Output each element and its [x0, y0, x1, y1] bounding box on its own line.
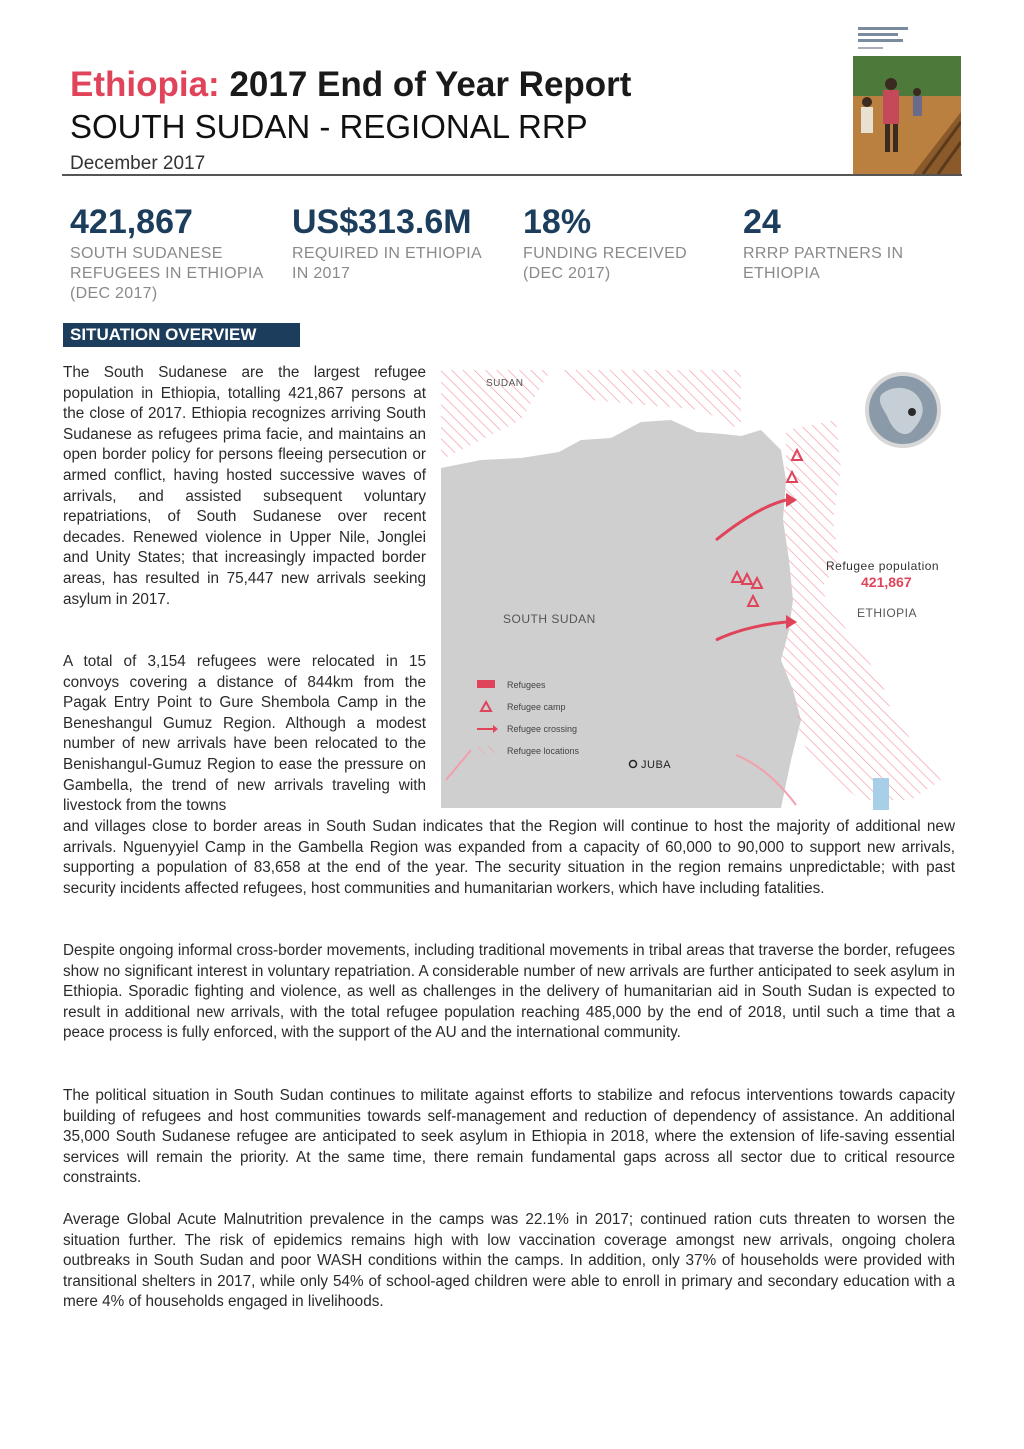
- map-label-ethiopia: ETHIOPIA: [857, 606, 918, 620]
- map-population-value: 421,867: [861, 574, 912, 590]
- map-graphic: [441, 360, 961, 810]
- stat-required: [292, 202, 497, 284]
- stat-refugees-value: 421,867: [70, 203, 193, 241]
- title-country: Ethiopia:: [70, 65, 220, 104]
- stat-funding-label: FUNDING RECEIVED (DEC 2017): [523, 245, 687, 282]
- overview-paragraph-2-end: and villages close to border areas in South Sudan indicates that the Region will continue to host the majority of additional new arrivals. Nguenyyiel Camp in the Gambella Region was expanded from a capacity of 60,000 to 90,000 to support new arrivals, supporting a population of 83,658 at the end of the year. The security situation in the region remains unpredictable; with past security incidents affected refugees, host communities and humanitarian workers, which have including fatalities.: [63, 818, 955, 897]
- map-population-label: Refugee population: [826, 559, 940, 573]
- stat-required-label: REQUIRED IN ETHIOPIA IN 2017: [292, 245, 482, 282]
- stat-funding-value: 18%: [523, 203, 592, 241]
- legend-refugee-crossing: Refugee crossing: [507, 724, 578, 734]
- stat-funding: [523, 202, 703, 284]
- map-label-juba: JUBA: [641, 759, 672, 771]
- report-subtitle: SOUTH SUDAN - REGIONAL RRP: [70, 108, 588, 145]
- report-date: December 2017: [70, 153, 206, 174]
- stat-partners-value: 24: [743, 203, 781, 241]
- overview-paragraph-5: Average Global Acute Malnutrition prevalence in the camps was 22.1% in 2017; continued ration cuts threaten to worsen the situation further. The risk of epidemics remains high with low vaccination coverage amongst new arrivals, ongoing cholera outbreaks in South Sudan and poor WASH conditions within the camps. In addition, only 37% of households were provided with transitional shelters in 2017, while only 54% of school-aged children were able to enroll in primary and secondary education with a mere 4% of households engaged in livelihoods.: [63, 1211, 955, 1311]
- title-text: 2017 End of Year Report: [219, 65, 632, 104]
- cover-thumbnail-image: [853, 22, 961, 174]
- stat-partners: [743, 202, 943, 284]
- stat-partners-label: RRRP PARTNERS IN ETHIOPIA: [743, 245, 904, 282]
- section-heading: SITUATION OVERVIEW: [63, 323, 300, 347]
- overview-paragraph-2-start: A total of 3,154 refugees were relocated in 15 convoys covering a distance of 844km from the Pagak Entry Point to Gure Shembola Camp in the Beneshangul Gumuz Region. Although a modest number of new arrivals have been relocated to the Benishangul-Gumuz Region to ease the pressure on Gambella, the trend of new arrivals traveling with livestock from the towns: [63, 653, 426, 815]
- report-title: [70, 64, 850, 106]
- map-label-south-sudan: SOUTH SUDAN: [503, 612, 596, 626]
- refugee-map: [441, 360, 961, 810]
- overview-paragraph-1: The South Sudanese are the largest refugee population in Ethiopia, totalling 421,867 persons at the close of 2017. Ethiopia recognizes arriving South Sudanese as refugees prima facie, and maintains an open border policy for persons fleeing persecution or armed conflict, having hosted successive waves of arrivals, and assisted subsequent voluntary repatriations, of South Sudanese over recent decades. Renewed violence in Upper Nile, Jonglei and Unity States; that increasingly impacted border areas, has resulted in 75,447 new arrivals seeking asylum in 2017.: [63, 364, 426, 608]
- overview-paragraph-4: The political situation in South Sudan continues to militate against efforts to stabilize and refocus interventions towards capacity building of refugees and host communities towards self-management and reduction of dependency of assistance. An additional 35,000 South Sudanese refugee are anticipated to seek asylum in Ethiopia in 2018, where the extension of life-saving essential services will remain the priority. At the same time, there remain fundamental gaps across all sector due to critical resource constraints.: [63, 1087, 955, 1187]
- legend-refugee-locations: Refugee locations: [507, 746, 580, 756]
- header-divider: [62, 174, 962, 176]
- stat-refugees: [70, 202, 280, 304]
- cover-photo-illustration: [853, 22, 961, 174]
- globe-inset: [867, 374, 939, 446]
- map-label-sudan: SUDAN: [486, 378, 524, 389]
- legend-refugee-camp: Refugee camp: [507, 702, 566, 712]
- report-header: [70, 64, 850, 176]
- legend-refugees: Refugees: [507, 680, 546, 690]
- overview-paragraph-3: Despite ongoing informal cross-border movements, including traditional movements in tribal areas that traverse the border, refugees show no significant interest in voluntary repatriation. A considerable number of new arrivals are further anticipated to seek asylum in Ethiopia. Sporadic fighting and violence, as well as challenges in the delivery of humanitarian aid in South Sudan is expected to result in additional new arrivals, with the total refugee population reaching 485,000 by the end of 2018, until such a time that a peace process is fully enforced, with the support of the AU and the international community.: [63, 942, 955, 1042]
- stat-required-value: US$313.6M: [292, 203, 472, 241]
- stat-refugees-label: SOUTH SUDANESE REFUGEES IN ETHIOPIA (DEC 2017): [70, 245, 263, 302]
